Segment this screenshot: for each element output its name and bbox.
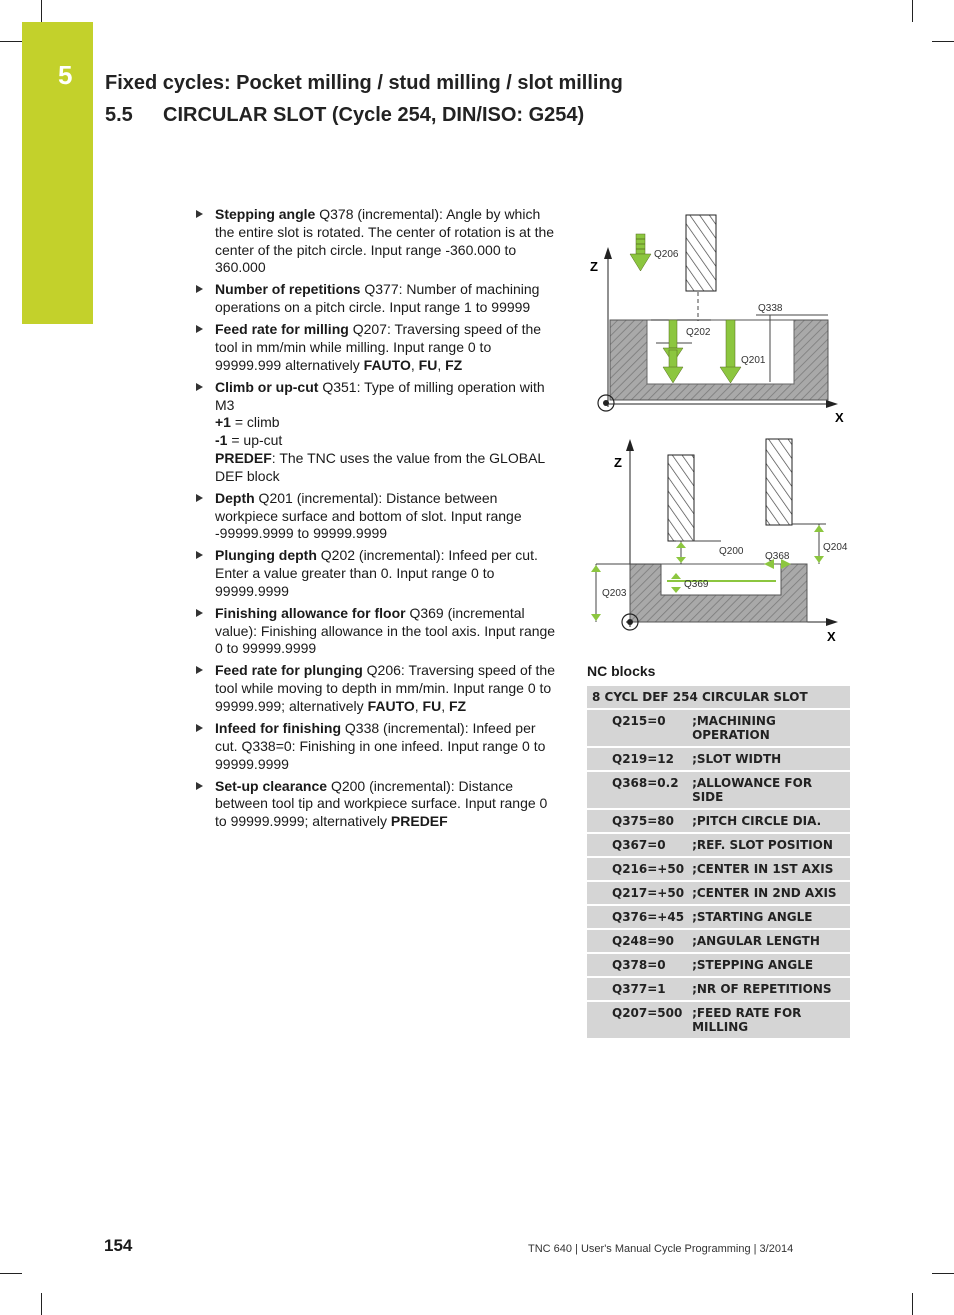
parameter-item xyxy=(196,490,558,543)
nc-code: Q378=0 xyxy=(587,953,688,977)
parameter-description: Q200 (incremental): Distance between tool tip and workpiece surface. Input range 0 to 99999.9999; alternatively xyxy=(215,777,548,830)
dimension-arrow xyxy=(676,542,686,548)
label-q368: Q368 xyxy=(765,551,790,562)
parameter-option xyxy=(215,450,558,486)
parameter-name: Set-up clearance xyxy=(215,777,328,794)
parameter-name: Plunging depth xyxy=(215,547,317,564)
option-text: = climb xyxy=(230,414,280,431)
bottom-diagram xyxy=(591,439,848,644)
bullet-triangle-icon xyxy=(196,724,203,732)
parameter-item xyxy=(196,605,558,658)
dimension-arrow xyxy=(591,614,601,621)
depth-arrow-shaft xyxy=(669,320,677,348)
nc-row xyxy=(587,929,850,953)
parameter-item xyxy=(196,547,558,600)
milling-cutter xyxy=(686,215,716,291)
parameter-item xyxy=(196,379,558,486)
option-keyword: -1 xyxy=(215,432,228,449)
nc-code: Q219=12 xyxy=(587,747,688,771)
parameter-name: Climb or up-cut xyxy=(215,378,319,395)
parameter-name: Infeed for finishing xyxy=(215,720,341,737)
crop-mark xyxy=(41,1293,42,1315)
crop-mark xyxy=(932,1273,954,1274)
nc-row xyxy=(587,1001,850,1039)
option-keyword: FU xyxy=(422,698,442,715)
parameter-item xyxy=(196,778,558,831)
parameter-description: Q206: Traversing speed of the tool while moving to depth in mm/min. Input range 0 to 99999.999; alternatively xyxy=(215,662,556,715)
parameter-description: Q377: Number of machining operations on a pitch circle. Input range 1 to 99999 xyxy=(215,281,540,316)
label-q206: Q206 xyxy=(654,249,679,260)
parameter-item: Feed rate for plunging Q206: Traversing speed of the tool while moving to depth in mm/min. Input range 0 to 99999.999; alternatively FAUTO, FU, FZ xyxy=(196,662,558,715)
label-q200: Q200 xyxy=(719,546,744,557)
nc-blocks-title: NC blocks xyxy=(587,663,656,679)
nc-code: Q215=0 xyxy=(587,709,688,747)
x-axis-arrow xyxy=(826,618,838,626)
chapter-title: Fixed cycles: Pocket milling / stud milling / slot milling xyxy=(105,72,623,94)
parameter-option xyxy=(215,414,558,432)
nc-code: Q367=0 xyxy=(587,833,688,857)
parameter-name: Finishing allowance for floor xyxy=(215,604,406,621)
nc-header: 8 CYCL DEF 254 CIRCULAR SLOT xyxy=(587,686,850,709)
cycle-diagram xyxy=(586,207,854,651)
label-q201: Q201 xyxy=(741,355,766,366)
datum-symbol-center xyxy=(603,400,609,406)
label-q338: Q338 xyxy=(758,303,783,314)
option-keyword: FZ xyxy=(449,698,467,715)
nc-comment: ;CENTER IN 1ST AXIS xyxy=(688,857,850,881)
datum-symbol-center xyxy=(627,619,633,625)
parameter-item: Feed rate for milling Q207: Traversing speed of the tool in mm/min while milling. Input range 0 to 99999.999 alternatively FAUTO, FU, FZ xyxy=(196,321,558,374)
section-title: CIRCULAR SLOT (Cycle 254, DIN/ISO: G254) xyxy=(163,104,585,126)
parameter-description: Q378 (incremental): Angle by which the entire slot is rotated. The center of rotation is at the center of the pitch circle. Input range -360.000 to 360.000 xyxy=(215,206,555,276)
crop-mark xyxy=(912,1293,913,1315)
bullet-triangle-icon xyxy=(196,210,203,218)
parameter-name: Depth xyxy=(215,489,255,506)
x-axis-arrow xyxy=(826,400,838,408)
dimension-arrow xyxy=(676,557,686,563)
nc-header-row xyxy=(587,686,850,709)
nc-code: Q216=+50 xyxy=(587,857,688,881)
label-q203: Q203 xyxy=(602,588,627,599)
nc-row xyxy=(587,833,850,857)
bullet-triangle-icon xyxy=(196,551,203,559)
option-text: : The TNC uses the value from the GLOBAL DEF block xyxy=(215,449,545,484)
nc-code: Q368=0.2 xyxy=(587,771,688,809)
milling-cutter xyxy=(766,439,792,525)
x-axis-label: X xyxy=(827,629,836,644)
section-number: 5.5 xyxy=(105,104,133,126)
nc-row xyxy=(587,771,850,809)
nc-code: Q376=+45 xyxy=(587,905,688,929)
parameter-item xyxy=(196,206,558,277)
option-keyword: FZ xyxy=(445,356,463,373)
nc-row xyxy=(587,809,850,833)
option-keyword: PREDEF xyxy=(390,813,448,830)
footer-text: TNC 640 | User's Manual Cycle Programming | 3/2014 xyxy=(528,1243,794,1255)
bullet-triangle-icon xyxy=(196,494,203,502)
bullet-triangle-icon xyxy=(196,325,203,333)
nc-code: Q217=+50 xyxy=(587,881,688,905)
parameter-description: Q207: Traversing speed of the tool in mm/min while milling. Input range 0 to 99999.999 alternatively xyxy=(215,321,542,373)
nc-row xyxy=(587,977,850,1001)
nc-comment: ;MACHINING OPERATION xyxy=(688,709,850,747)
parameter-option xyxy=(215,432,558,450)
bullet-triangle-icon xyxy=(196,782,203,790)
parameter-name: Number of repetitions xyxy=(215,281,361,298)
dimension-arrow xyxy=(814,525,824,532)
page-number: 154 xyxy=(104,1236,133,1255)
crop-mark xyxy=(932,41,954,42)
z-axis-label: Z xyxy=(614,455,622,470)
dimension-arrow xyxy=(814,556,824,563)
nc-code: Q248=90 xyxy=(587,929,688,953)
option-keyword: PREDEF xyxy=(215,449,272,466)
nc-row xyxy=(587,747,850,771)
bullet-triangle-icon xyxy=(196,666,203,674)
label-q369: Q369 xyxy=(684,579,709,590)
nc-comment: ;NR OF REPETITIONS xyxy=(688,977,850,1001)
nc-comment: ;ANGULAR LENGTH xyxy=(688,929,850,953)
nc-row xyxy=(587,709,850,747)
parameter-description: Q369 (incremental value): Finishing allowance in the tool axis. Input range 0 to 99999.9999 xyxy=(215,604,556,657)
parameter-description: Q202 (incremental): Infeed per cut. Enter a value greater than 0. Input range 0 to 99999.9999 xyxy=(215,547,538,599)
depth-arrow-shaft xyxy=(726,320,735,368)
nc-comment: ;CENTER IN 2ND AXIS xyxy=(688,881,850,905)
nc-comment: ;ALLOWANCE FOR SIDE xyxy=(688,771,850,809)
slot xyxy=(661,564,781,595)
option-keyword: FAUTO xyxy=(363,356,411,373)
top-diagram xyxy=(590,215,844,425)
nc-comment: ;STEPPING ANGLE xyxy=(688,953,850,977)
dimension-arrow xyxy=(591,565,601,572)
bullet-triangle-icon xyxy=(196,383,203,391)
x-axis-label: X xyxy=(835,410,844,425)
parameter-item xyxy=(196,281,558,317)
option-keyword: FU xyxy=(418,356,438,373)
option-text: = up-cut xyxy=(227,432,283,449)
crop-mark xyxy=(912,0,913,22)
parameter-list xyxy=(196,206,558,835)
nc-comment: ;FEED RATE FOR MILLING xyxy=(688,1001,850,1039)
label-q202: Q202 xyxy=(686,327,711,338)
bullet-triangle-icon xyxy=(196,609,203,617)
z-axis-arrow xyxy=(626,439,634,451)
parameter-description: Q338 (incremental): Infeed per cut. Q338=0: Finishing in one infeed. Input range 0 to 99999.9999 xyxy=(215,720,546,772)
feed-arrow-head xyxy=(630,254,651,271)
nc-comment: ;PITCH CIRCLE DIA. xyxy=(688,809,850,833)
crop-mark xyxy=(0,1273,22,1274)
nc-code: Q377=1 xyxy=(587,977,688,1001)
nc-blocks-table xyxy=(587,686,850,1040)
parameter-item xyxy=(196,720,558,773)
parameter-description: Q351: Type of milling operation with M3 xyxy=(215,378,545,413)
option-keyword: FAUTO xyxy=(367,698,415,715)
label-q204: Q204 xyxy=(823,542,848,553)
nc-row xyxy=(587,953,850,977)
nc-comment: ;STARTING ANGLE xyxy=(688,905,850,929)
section-heading xyxy=(105,104,585,127)
parameter-description: Q201 (incremental): Distance between workpiece surface and bottom of slot. Input range -99999.9999 to 99999.9999 xyxy=(215,489,522,542)
nc-code: Q375=80 xyxy=(587,809,688,833)
nc-comment: ;SLOT WIDTH xyxy=(688,747,850,771)
parameter-name: Feed rate for plunging xyxy=(215,662,363,679)
depth-arrow-shaft xyxy=(669,350,677,368)
nc-row xyxy=(587,857,850,881)
bullet-triangle-icon xyxy=(196,285,203,293)
chapter-number: 5 xyxy=(58,60,73,90)
nc-comment: ;REF. SLOT POSITION xyxy=(688,833,850,857)
nc-row xyxy=(587,905,850,929)
crop-mark xyxy=(0,41,22,42)
nc-row xyxy=(587,881,850,905)
option-keyword: +1 xyxy=(215,414,231,431)
z-axis-label: Z xyxy=(590,259,598,274)
nc-code: Q207=500 xyxy=(587,1001,688,1039)
milling-cutter xyxy=(668,455,694,541)
parameter-name: Feed rate for milling xyxy=(215,321,349,338)
parameter-name: Stepping angle xyxy=(215,206,316,222)
crop-mark xyxy=(41,0,42,22)
z-axis-arrow xyxy=(604,247,612,259)
